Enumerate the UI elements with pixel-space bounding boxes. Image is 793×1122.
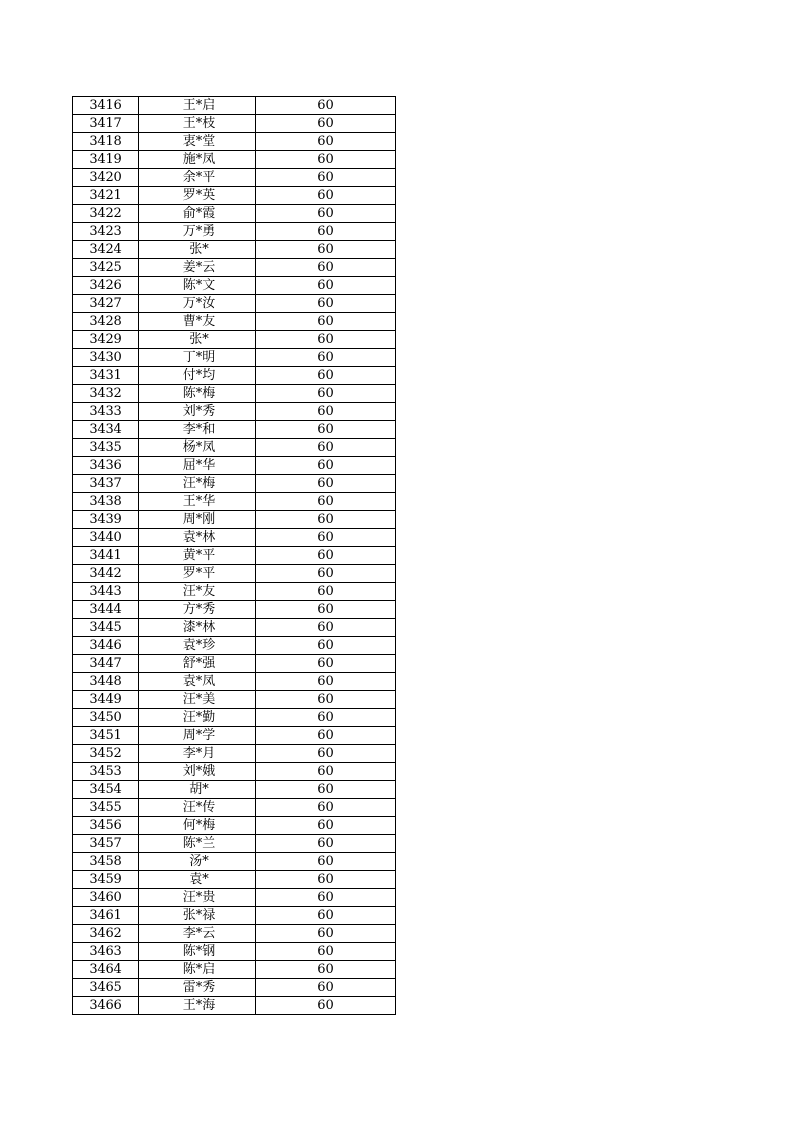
table-row [73, 943, 396, 961]
row-name-cell: 王*启 [139, 97, 256, 115]
row-name-cell: 漆*林 [139, 619, 256, 637]
row-score-cell: 60 [256, 943, 396, 961]
row-score-cell: 60 [256, 475, 396, 493]
row-name-cell: 袁*凤 [139, 673, 256, 691]
row-id-cell: 3463 [73, 943, 139, 961]
row-score-cell: 60 [256, 979, 396, 997]
row-score-cell: 60 [256, 259, 396, 277]
row-score-cell: 60 [256, 169, 396, 187]
table-row [73, 133, 396, 151]
row-id-cell: 3451 [73, 727, 139, 745]
table-row [73, 151, 396, 169]
row-name-cell: 俞*霞 [139, 205, 256, 223]
row-id-cell: 3450 [73, 709, 139, 727]
row-score-cell: 60 [256, 817, 396, 835]
row-name-cell: 姜*云 [139, 259, 256, 277]
row-score-cell: 60 [256, 313, 396, 331]
row-name-cell: 李*和 [139, 421, 256, 439]
row-name-cell: 周*刚 [139, 511, 256, 529]
row-name-cell: 袁* [139, 871, 256, 889]
row-name-cell: 付*均 [139, 367, 256, 385]
row-name-cell: 陈*兰 [139, 835, 256, 853]
row-score-cell: 60 [256, 457, 396, 475]
row-name-cell: 王*海 [139, 997, 256, 1015]
row-id-cell: 3458 [73, 853, 139, 871]
row-score-cell: 60 [256, 763, 396, 781]
table-row [73, 115, 396, 133]
row-score-cell: 60 [256, 385, 396, 403]
row-name-cell: 施*凤 [139, 151, 256, 169]
row-name-cell: 衷*堂 [139, 133, 256, 151]
row-score-cell: 60 [256, 835, 396, 853]
row-id-cell: 3437 [73, 475, 139, 493]
table-row [73, 403, 396, 421]
row-id-cell: 3417 [73, 115, 139, 133]
row-score-cell: 60 [256, 529, 396, 547]
row-id-cell: 3432 [73, 385, 139, 403]
row-name-cell: 雷*秀 [139, 979, 256, 997]
row-score-cell: 60 [256, 547, 396, 565]
row-score-cell: 60 [256, 493, 396, 511]
row-id-cell: 3444 [73, 601, 139, 619]
row-score-cell: 60 [256, 403, 396, 421]
row-name-cell: 张* [139, 331, 256, 349]
row-id-cell: 3433 [73, 403, 139, 421]
row-name-cell: 张* [139, 241, 256, 259]
row-id-cell: 3448 [73, 673, 139, 691]
row-name-cell: 汪*美 [139, 691, 256, 709]
table-row [73, 907, 396, 925]
row-score-cell: 60 [256, 655, 396, 673]
row-name-cell: 陈*文 [139, 277, 256, 295]
table-row [73, 187, 396, 205]
row-id-cell: 3455 [73, 799, 139, 817]
row-name-cell: 汤* [139, 853, 256, 871]
row-name-cell: 屈*华 [139, 457, 256, 475]
row-id-cell: 3429 [73, 331, 139, 349]
row-id-cell: 3462 [73, 925, 139, 943]
row-score-cell: 60 [256, 97, 396, 115]
row-name-cell: 舒*强 [139, 655, 256, 673]
table-row [73, 691, 396, 709]
table-row [73, 709, 396, 727]
table-row [73, 475, 396, 493]
row-score-cell: 60 [256, 133, 396, 151]
table-row [73, 637, 396, 655]
row-name-cell: 汪*梅 [139, 475, 256, 493]
row-score-cell: 60 [256, 889, 396, 907]
row-id-cell: 3464 [73, 961, 139, 979]
row-score-cell: 60 [256, 349, 396, 367]
table-row [73, 619, 396, 637]
table-row [73, 421, 396, 439]
row-id-cell: 3421 [73, 187, 139, 205]
row-name-cell: 张*禄 [139, 907, 256, 925]
row-score-cell: 60 [256, 601, 396, 619]
row-id-cell: 3446 [73, 637, 139, 655]
row-name-cell: 万*勇 [139, 223, 256, 241]
row-id-cell: 3440 [73, 529, 139, 547]
row-score-cell: 60 [256, 619, 396, 637]
row-score-cell: 60 [256, 331, 396, 349]
row-id-cell: 3427 [73, 295, 139, 313]
row-score-cell: 60 [256, 727, 396, 745]
row-name-cell: 袁*珍 [139, 637, 256, 655]
table-row [73, 367, 396, 385]
row-id-cell: 3419 [73, 151, 139, 169]
table-row [73, 817, 396, 835]
row-score-cell: 60 [256, 439, 396, 457]
row-id-cell: 3457 [73, 835, 139, 853]
row-id-cell: 3453 [73, 763, 139, 781]
row-name-cell: 汪*贵 [139, 889, 256, 907]
row-name-cell: 陈*梅 [139, 385, 256, 403]
table-row [73, 961, 396, 979]
row-score-cell: 60 [256, 241, 396, 259]
row-name-cell: 方*秀 [139, 601, 256, 619]
roster-table-body [73, 97, 396, 1015]
roster-table [72, 96, 396, 1015]
row-id-cell: 3420 [73, 169, 139, 187]
row-score-cell: 60 [256, 673, 396, 691]
row-id-cell: 3428 [73, 313, 139, 331]
row-id-cell: 3435 [73, 439, 139, 457]
table-row [73, 601, 396, 619]
row-score-cell: 60 [256, 709, 396, 727]
table-row [73, 97, 396, 115]
table-row [73, 169, 396, 187]
row-name-cell: 周*学 [139, 727, 256, 745]
row-id-cell: 3466 [73, 997, 139, 1015]
row-id-cell: 3449 [73, 691, 139, 709]
row-id-cell: 3452 [73, 745, 139, 763]
table-row [73, 673, 396, 691]
row-id-cell: 3438 [73, 493, 139, 511]
table-row [73, 295, 396, 313]
table-row [73, 259, 396, 277]
row-name-cell: 王*华 [139, 493, 256, 511]
row-score-cell: 60 [256, 961, 396, 979]
row-id-cell: 3434 [73, 421, 139, 439]
row-id-cell: 3441 [73, 547, 139, 565]
row-score-cell: 60 [256, 907, 396, 925]
row-score-cell: 60 [256, 853, 396, 871]
row-id-cell: 3454 [73, 781, 139, 799]
row-id-cell: 3442 [73, 565, 139, 583]
row-name-cell: 刘*秀 [139, 403, 256, 421]
row-id-cell: 3418 [73, 133, 139, 151]
table-row [73, 241, 396, 259]
row-name-cell: 何*梅 [139, 817, 256, 835]
table-row [73, 835, 396, 853]
row-id-cell: 3422 [73, 205, 139, 223]
table-row [73, 565, 396, 583]
table-row [73, 439, 396, 457]
row-name-cell: 胡* [139, 781, 256, 799]
row-name-cell: 王*枝 [139, 115, 256, 133]
row-id-cell: 3424 [73, 241, 139, 259]
row-score-cell: 60 [256, 277, 396, 295]
row-id-cell: 3465 [73, 979, 139, 997]
table-row [73, 979, 396, 997]
table-row [73, 853, 396, 871]
row-score-cell: 60 [256, 187, 396, 205]
row-name-cell: 陈*钢 [139, 943, 256, 961]
table-row [73, 583, 396, 601]
row-id-cell: 3416 [73, 97, 139, 115]
table-row [73, 277, 396, 295]
table-row [73, 511, 396, 529]
table-row [73, 727, 396, 745]
row-score-cell: 60 [256, 421, 396, 439]
row-score-cell: 60 [256, 781, 396, 799]
row-score-cell: 60 [256, 223, 396, 241]
table-row [73, 889, 396, 907]
table-row [73, 205, 396, 223]
row-score-cell: 60 [256, 295, 396, 313]
row-name-cell: 汪*勤 [139, 709, 256, 727]
row-id-cell: 3425 [73, 259, 139, 277]
table-row [73, 223, 396, 241]
row-name-cell: 罗*平 [139, 565, 256, 583]
row-id-cell: 3447 [73, 655, 139, 673]
row-id-cell: 3426 [73, 277, 139, 295]
table-row [73, 799, 396, 817]
table-row [73, 493, 396, 511]
row-name-cell: 罗*英 [139, 187, 256, 205]
row-score-cell: 60 [256, 151, 396, 169]
row-id-cell: 3445 [73, 619, 139, 637]
row-score-cell: 60 [256, 637, 396, 655]
row-score-cell: 60 [256, 583, 396, 601]
table-row [73, 781, 396, 799]
row-score-cell: 60 [256, 925, 396, 943]
row-score-cell: 60 [256, 799, 396, 817]
row-name-cell: 汪*友 [139, 583, 256, 601]
row-name-cell: 汪*传 [139, 799, 256, 817]
table-row [73, 331, 396, 349]
table-row [73, 457, 396, 475]
table-row [73, 871, 396, 889]
row-score-cell: 60 [256, 871, 396, 889]
row-score-cell: 60 [256, 205, 396, 223]
table-row [73, 547, 396, 565]
row-id-cell: 3459 [73, 871, 139, 889]
row-score-cell: 60 [256, 511, 396, 529]
table-row [73, 529, 396, 547]
row-score-cell: 60 [256, 997, 396, 1015]
row-id-cell: 3436 [73, 457, 139, 475]
row-score-cell: 60 [256, 745, 396, 763]
row-name-cell: 余*平 [139, 169, 256, 187]
row-id-cell: 3461 [73, 907, 139, 925]
row-id-cell: 3423 [73, 223, 139, 241]
row-id-cell: 3456 [73, 817, 139, 835]
table-row [73, 349, 396, 367]
row-name-cell: 曹*友 [139, 313, 256, 331]
table-row [73, 655, 396, 673]
table-row [73, 313, 396, 331]
row-id-cell: 3443 [73, 583, 139, 601]
row-score-cell: 60 [256, 115, 396, 133]
row-name-cell: 袁*林 [139, 529, 256, 547]
row-name-cell: 陈*启 [139, 961, 256, 979]
row-name-cell: 杨*凤 [139, 439, 256, 457]
row-name-cell: 丁*明 [139, 349, 256, 367]
table-row [73, 925, 396, 943]
table-row [73, 385, 396, 403]
row-name-cell: 李*月 [139, 745, 256, 763]
table-row [73, 745, 396, 763]
row-id-cell: 3431 [73, 367, 139, 385]
row-score-cell: 60 [256, 565, 396, 583]
row-name-cell: 李*云 [139, 925, 256, 943]
row-id-cell: 3439 [73, 511, 139, 529]
row-name-cell: 刘*娥 [139, 763, 256, 781]
row-name-cell: 黄*平 [139, 547, 256, 565]
row-id-cell: 3460 [73, 889, 139, 907]
row-id-cell: 3430 [73, 349, 139, 367]
row-score-cell: 60 [256, 691, 396, 709]
row-score-cell: 60 [256, 367, 396, 385]
table-row [73, 763, 396, 781]
row-name-cell: 万*汝 [139, 295, 256, 313]
table-row [73, 997, 396, 1015]
